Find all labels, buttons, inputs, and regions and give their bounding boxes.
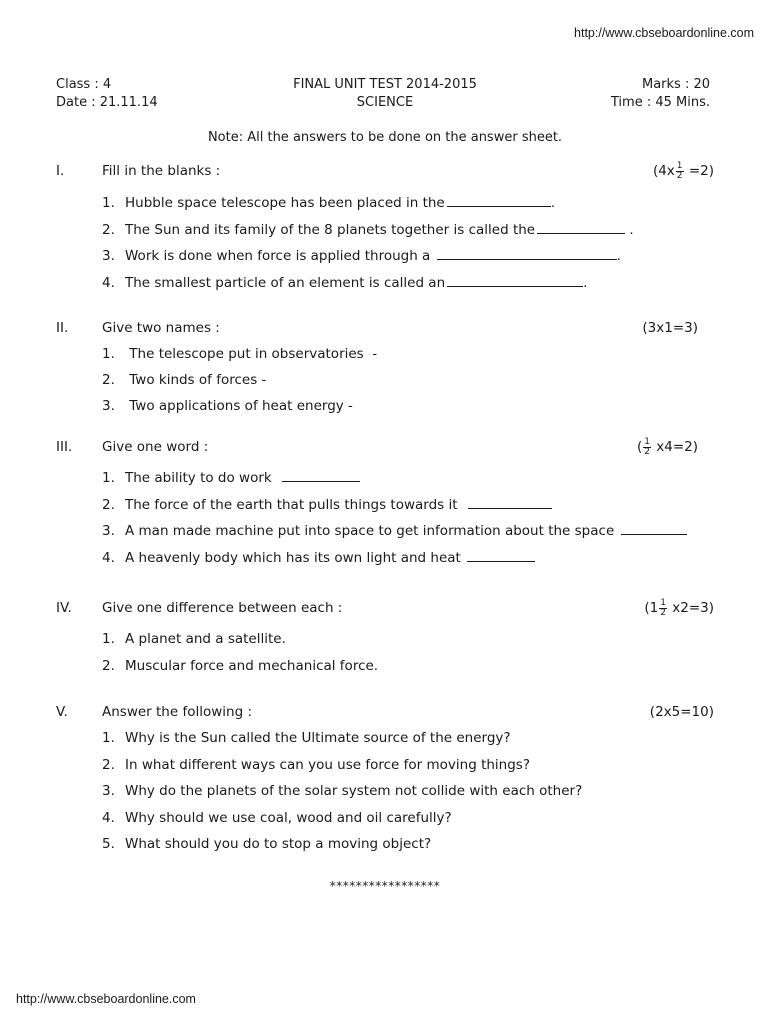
question-list [56,725,714,858]
question-item [56,367,714,393]
marks-label: Marks : 20 [641,77,710,92]
source-url-bottom: http://www.cbseboardonline.com [16,992,196,1006]
question-number: 2. [102,496,115,513]
question-text: Hubble space telescope has been placed in the [125,195,445,211]
instructions-note: Note: All the answers to be done on the answer sheet. [207,130,563,145]
question-item [56,831,714,858]
section-title: Give one word : [102,439,209,455]
question-number: 3. [102,248,115,264]
question-list [56,190,714,296]
section-title: Answer the following : [102,704,252,720]
answer-blank [468,494,552,509]
question-number: 1. [102,730,115,746]
question-item [56,217,714,244]
section-one-word [56,437,714,571]
question-list [56,465,714,571]
answer-blank [447,193,551,208]
section-header [56,318,714,338]
section-header [56,161,714,181]
question-text: A man made machine put into space to get information about the space [125,523,619,539]
section-marks: (3x1=3) [642,320,698,336]
question-item [56,778,714,805]
question-item [56,190,714,217]
section-title: Give one difference between each : [102,600,343,616]
section-number: IV. [56,600,72,616]
section-number: I. [56,163,65,179]
section-give-names [56,318,714,419]
question-item [56,545,714,572]
question-item [56,626,714,653]
section-number: III. [56,439,73,455]
question-number: 3. [102,783,115,799]
section-header [56,437,714,457]
question-text: Work is done when force is applied through a [125,248,435,264]
question-text: Why should we use coal, wood and oil carefully? [125,809,452,826]
question-number: 5. [102,836,115,852]
section-number: V. [56,704,68,720]
question-text: The ability to do work [125,470,281,486]
question-number: 1. [102,346,115,362]
section-marks: (4x $\frac{1}{2}$ =2) [652,160,714,181]
section-answer [56,702,714,858]
question-number: 1. [102,195,115,211]
question-list [56,626,714,679]
answer-blank [537,219,625,234]
question-number: 1. [102,631,115,647]
question-text: In what different ways can you use force for moving things? [125,756,530,773]
question-number: 2. [102,756,115,773]
question-item [56,341,714,367]
question-text: The Sun and its family of the 8 planets together is called the [125,221,536,238]
question-number: 3. [102,398,115,414]
question-item [56,653,714,680]
question-punctuation: . [625,221,634,238]
question-punctuation: . [583,274,588,291]
question-text: Muscular force and mechanical force. [125,657,379,674]
question-number: 4. [102,274,115,291]
answer-blank [282,468,360,483]
test-title: FINAL UNIT TEST 2014-2015 [293,77,477,92]
question-number: 4. [102,809,115,826]
question-text: What should you do to stop a moving object? [125,836,432,852]
question-item [56,393,714,419]
section-title: Give two names : [102,320,220,336]
question-punctuation: . [550,195,556,211]
time-label: Time : 45 Mins. [610,95,710,110]
question-text: The force of the earth that pulls things towards it [125,496,467,513]
question-item [56,518,714,545]
question-number: 2. [102,657,115,674]
answer-blank [621,521,687,536]
question-list [56,341,714,419]
question-text: The telescope put in observatories - [125,346,378,362]
section-header [56,598,714,618]
question-number: 2. [102,372,115,388]
question-text: Two kinds of forces - [125,372,267,388]
section-marks: (2x5=10) [649,704,714,720]
question-item [56,805,714,832]
question-text: A planet and a satellite. [125,631,286,647]
question-number: 2. [102,221,115,238]
question-number: 4. [102,549,115,566]
class-label: Class : 4 [56,77,112,92]
question-item [56,725,714,752]
section-fill-blanks [56,161,714,296]
question-text: Why do the planets of the solar system not collide with each other? [125,783,583,799]
question-item [56,465,714,492]
question-text: Two applications of heat energy - [125,398,353,414]
section-header [56,702,714,722]
question-item [56,492,714,519]
section-difference [56,598,714,679]
subject-label: SCIENCE [356,95,414,110]
section-marks: (1 $\frac{1}{2}$ x2=3) [644,597,714,618]
answer-blank [447,272,583,287]
date-label: Date : 21.11.14 [56,95,158,110]
question-text: A heavenly body which has its own light and heat [125,549,466,566]
answer-blank [437,246,617,261]
question-number: 3. [102,523,115,539]
answer-blank [467,547,535,562]
question-text: Why is the Sun called the Ultimate source of the energy? [125,730,511,746]
question-text: The smallest particle of an element is called an [125,274,446,291]
section-number: II. [56,320,69,336]
question-item [56,243,714,270]
question-item [56,270,714,297]
question-item [56,752,714,779]
section-title: Fill in the blanks : [102,163,221,179]
question-number: 1. [102,470,115,486]
section-marks: ( $\frac{1}{2}$ x4=2) [636,436,698,457]
question-punctuation: . [616,248,621,264]
source-url-top: http://www.cbseboardonline.com [574,26,754,40]
end-marker: ***************** [329,879,441,893]
